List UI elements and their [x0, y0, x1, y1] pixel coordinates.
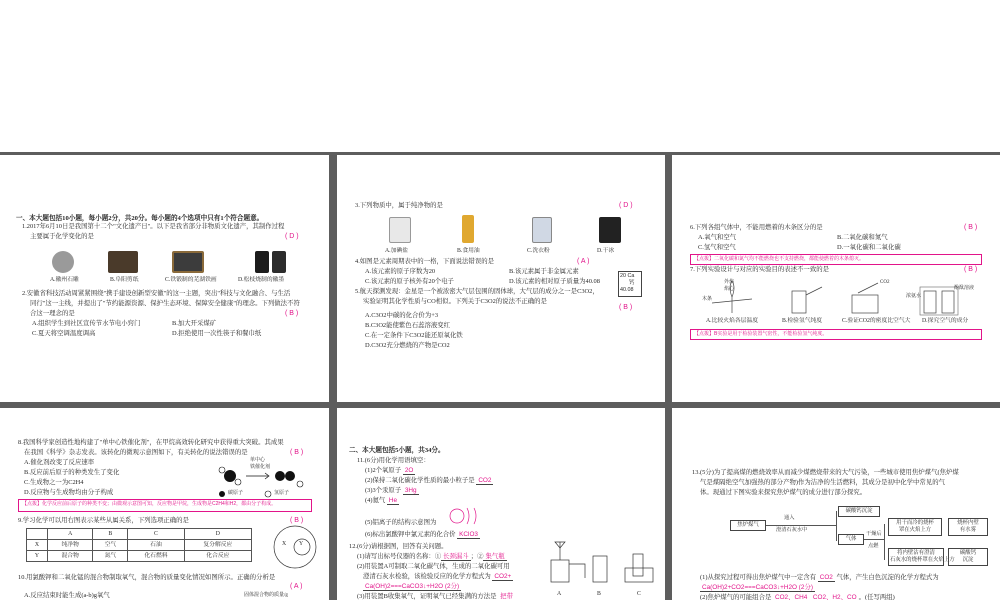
- water-trough-icon: [625, 568, 653, 582]
- apparatus-label-b: B: [597, 591, 601, 597]
- beaker-icon: [852, 295, 878, 313]
- flow-pass-2: 澄清石灰水中: [776, 527, 808, 533]
- q12-equation-line: [363, 582, 461, 592]
- table-cell: B: [93, 529, 128, 540]
- venn-label-y: Y: [299, 541, 304, 547]
- iron-painting-photo: [172, 251, 204, 273]
- q11-item-1: (1)2个氧原子 2O: [365, 467, 414, 474]
- hydrogen-atom-icon: [235, 479, 241, 485]
- carbon-atom-icon: [224, 470, 236, 482]
- flow-result-2: 碳酸钙 沉淀: [948, 548, 988, 566]
- q6-stem: 6.下列各组气体中，不能用燃着的木条区分的是: [690, 224, 823, 231]
- ink-stick-photo-2: [272, 251, 286, 273]
- q7-option-a: A.比较火焰各层温度: [706, 318, 759, 324]
- q9-venn-diagram: [272, 524, 318, 570]
- q2-answer: ( B ): [285, 310, 299, 317]
- q7-hint: 【点拨】B实验是用于检验装置气密性，不能检验氢气纯度。: [690, 329, 982, 340]
- q3-stem: 3.下列物质中，属于纯净物的是: [355, 202, 443, 209]
- flow-step-2: 将内壁沾有澄清 石灰水的烧杯罩在火焰上方: [888, 548, 944, 566]
- legend-hydrogen-label: 氢原子: [274, 491, 290, 496]
- label-inner-flame: 焰心: [724, 287, 735, 292]
- venn-label-x: X: [282, 541, 287, 547]
- q10-graph-ylabel: 固体混合物的质量/g: [244, 593, 288, 598]
- q10-answer: ( A ): [290, 583, 303, 590]
- gas-bottle-icon: [593, 556, 607, 582]
- q3-option-d: D.干冰: [597, 248, 615, 254]
- phenolphthalein-beaker-icon: [942, 291, 954, 313]
- q11-item-5: (5)铝离子的结构示意图为: [365, 519, 437, 526]
- q4-option-d: D.该元素的相对原子质量为40.08: [509, 278, 600, 285]
- legend-hydrogen-icon: [265, 491, 271, 497]
- table-cell: X: [27, 540, 48, 551]
- label-phenolphthalein: 酚酞溶液: [954, 286, 975, 291]
- flow-pass-1: 通入: [784, 515, 795, 521]
- q12-sub2b: 澄清石灰水检验，该检验反应的化学方程式为 CO2+: [363, 573, 512, 580]
- q1-option-b: B.阜阳剪纸: [110, 277, 139, 283]
- label-stick: 木条: [702, 297, 713, 302]
- q13-equation: Ca(OH)2+CO2===CaCO3↓+H2O (2分): [702, 584, 813, 591]
- q5-stem-line1: 5.航天探测发现：金星是一个被浓密大气层包围的固体球，大气层的成分之一是C3O2，: [355, 288, 599, 295]
- q7-option-c: C.验证CO2的密度比空气大: [842, 318, 911, 324]
- page-3: [672, 155, 1000, 402]
- apparatus-label-c: C: [637, 591, 641, 597]
- flow-step-1: 用干而冷的烧杯 罩在火焰上方: [888, 518, 942, 536]
- q13-stem-line2: 气是煤隔绝空气加强热的部分产物)作为洁净的生活燃料，其成分是初中化学中常见的气: [700, 479, 945, 486]
- q2-stem-line1: 2.安徽省科技活动周紧紧围绕"携手建设创新型安徽"的这一主题，突出"科技与文化融合、与生活: [22, 290, 291, 297]
- q1-option-d: D.松枝烧制的徽墨: [238, 277, 285, 283]
- stone-carving-photo: [52, 251, 74, 273]
- q9-stem: 9.学习化学可以用右图表示某些从属关系，下列选项正确的是: [18, 517, 189, 524]
- table-cell: 氮气: [93, 551, 128, 562]
- q12-sub3-answer: 把带: [500, 593, 513, 600]
- q11-item-4: (4)氦气 He: [365, 497, 398, 504]
- q6-option-d: D.一氧化碳和二氧化碳: [837, 244, 901, 251]
- q9-table: [26, 528, 252, 562]
- q8-option-b: B.反应前后原子的种类发生了变化: [24, 469, 120, 476]
- q11-stem: 11.(6分)用化学用语填空：: [357, 457, 430, 464]
- q1-option-c: C.铁锻制的芜湖铁画: [165, 277, 217, 283]
- q5-option-c: C.在一定条件下C3O2能还原氧化铁: [365, 332, 463, 339]
- q4-stem: 4.如图是元素周期表中的一格，下面说法错误的是: [355, 258, 494, 265]
- q10-option-a: A.反应结束时能生成(a-b)g氧气: [24, 592, 110, 599]
- q5-answer: ( B ): [619, 304, 633, 311]
- q11-answer-2: CO2: [478, 477, 492, 484]
- iodized-salt-bag-photo: [389, 217, 411, 243]
- q4-option-a: A.该元素的原子序数为20: [365, 268, 436, 275]
- q2-option-c: C.夏天将空调温度调高: [32, 330, 96, 337]
- flow-result-1: 烧杯内壁 有水雾: [948, 518, 988, 536]
- flow-precipitate: 碳酸钙沉淀: [838, 506, 880, 517]
- q5-option-a: A.C3O2中碳的化合价为+3: [365, 312, 439, 319]
- q6-option-a: A.氧气和空气: [698, 234, 737, 241]
- q2-stem-line3: 合这一理念的是: [30, 310, 75, 317]
- flow-connector: [884, 524, 885, 560]
- catalyst-label-2: 铁催化剂: [250, 465, 271, 470]
- cell-mass: 40.08: [620, 286, 634, 293]
- q7-option-b: B.检验氢气纯度: [782, 318, 823, 324]
- q3-answer: ( D ): [619, 202, 633, 209]
- q12-equation-2: Ca(OH)2===CaCO3↓+H2O (2分): [365, 583, 460, 590]
- q4-answer: ( A ): [577, 258, 590, 265]
- q8-option-d: D.反应物与生成物均由分子构成: [24, 489, 114, 496]
- q2-option-d: D.拒绝使用一次性筷子和餐巾纸: [172, 330, 262, 337]
- q11-answer-4: He: [388, 497, 398, 504]
- q13-sub2: (2)焦炉煤气的可能组合是 CO2、CH4 CO2、H2、CO 。(任写两组): [700, 594, 895, 600]
- q1-stem-line1: 1.2017年6月10日是我国第十二个"文化遗产日"。以下是我省部分非物质文化遗产，其制作过程: [22, 223, 285, 230]
- delivery-tube-icon: [569, 564, 585, 578]
- q7-option-d: D.探究空气的成分: [922, 318, 969, 324]
- q11-answer-3: 3Hg: [404, 487, 417, 494]
- table-cell: [27, 529, 48, 540]
- q12-equation-1: CO2+: [494, 573, 512, 580]
- carbon-atom-icon: [285, 471, 295, 481]
- table-cell: C: [128, 529, 184, 540]
- table-cell: Y: [27, 551, 48, 562]
- section-title-2: 二、本大题包括5小题，共34分。: [349, 447, 445, 454]
- q7-answer: ( B ): [964, 266, 978, 273]
- page-1: [0, 155, 329, 402]
- q12-apparatus: [537, 538, 657, 590]
- q12-sub2a: (2)用装置A可制取二氧化碳气体，生成的二氧化碳可用: [357, 563, 510, 570]
- page-2: [337, 155, 665, 402]
- q1-stem-line2: 主要属于化学变化的是: [30, 233, 94, 240]
- table-row: [27, 529, 252, 540]
- q7-apparatus-figures: [702, 277, 975, 319]
- table-cell: 混合物: [47, 551, 93, 562]
- q12-sub1: (1)请写出标号仪器的名称：① 长颈漏斗 ；② 集气瓶: [357, 553, 505, 560]
- page-4: [0, 408, 329, 600]
- flow-gas: 气体: [838, 534, 864, 545]
- table-cell: 石油: [128, 540, 184, 551]
- q12-instrument-2: 集气瓶: [485, 553, 505, 560]
- cell-number: 20: [620, 273, 626, 279]
- table-cell: 化合反应: [184, 551, 251, 562]
- q1-answer: ( D ): [285, 233, 299, 240]
- legend-carbon-label: 碳原子: [228, 491, 244, 496]
- q8-answer: ( B ): [290, 449, 304, 456]
- flow-dry-2: 点燃: [868, 543, 879, 549]
- q6-option-b: B.二氧化碳和氮气: [837, 234, 888, 241]
- q12-instrument-1: 长颈漏斗: [443, 553, 469, 560]
- cooking-oil-bottle-photo: [462, 215, 474, 243]
- dry-ice-photo: [599, 217, 621, 243]
- nucleus-icon: [450, 509, 464, 523]
- q5-stem-line2: 实验证明其化学性质与CO相似。下列关于C3O2的说法不正确的是: [363, 298, 547, 305]
- q13-combo-1: CO2、CH4: [774, 594, 808, 600]
- q4-option-b: B.该元素属于非金属元素: [509, 268, 579, 275]
- q13-gas-answer: CO2: [819, 574, 833, 581]
- q8-stem-line1: 8.我国科学家创造性地构建了"单中心铁催化剂"，在甲烷高效转化研究中获得重大突破。其成果: [18, 439, 284, 446]
- test-tube-icon: [792, 291, 806, 313]
- flow-connector: [864, 539, 884, 540]
- q7-stem: 7.下列实验设计与对应的实验目的表述不一致的是: [690, 266, 829, 273]
- q2-option-b: B.加大开采煤矿: [172, 320, 217, 327]
- label-co2: CO2: [880, 280, 890, 285]
- flow-start: 焦炉煤气: [730, 520, 766, 531]
- table-cell: 纯净物: [47, 540, 93, 551]
- detergent-bag-photo: [532, 217, 552, 243]
- q5-option-b: B.C3O2能使紫色石蕊溶液变红: [365, 322, 451, 329]
- aluminum-ion-structure: [447, 504, 483, 528]
- q10-stem: 10.用氯酸钾和二氧化锰的混合物制取氧气，混合物的质量变化情况如图所示。正确的分析是: [18, 574, 276, 581]
- legend-carbon-icon: [219, 491, 225, 497]
- label-ammonia: 浓氨水: [906, 294, 922, 299]
- table-row: [27, 551, 252, 562]
- section-title: 一、本大题包括10小题，每小题2分，共20分。每小题的4个选项中只有1个符合题意。: [16, 215, 264, 222]
- table-row: [27, 540, 252, 551]
- gas-pour-icon: [858, 283, 878, 293]
- flow-dry-1: 干燥后: [866, 531, 882, 537]
- q13-stem-line1: 13.(5分)为了提高煤的燃烧效率从而减少煤燃烧带来的大气污染，一些城市使用焦炉煤气(焦炉煤: [692, 469, 959, 476]
- periodic-table-cell: [618, 271, 642, 297]
- catalyst-label-1: 单中心: [250, 458, 266, 463]
- q12-stem: 12.(6分)请根据图，回答有关问题。: [349, 543, 448, 550]
- q11-answer-1: 2O: [404, 467, 414, 474]
- q3-option-c: C.洗衣粉: [527, 248, 550, 254]
- q1-option-a: A.徽州石雕: [50, 277, 79, 283]
- hydrogen-atom-icon: [219, 467, 225, 473]
- apparatus-label-a: A: [557, 591, 562, 597]
- flow-connector: [836, 511, 837, 541]
- q12-sub3: (3)用装置B收集氧气，证明氧气已经集满的方法是 把带: [357, 593, 513, 600]
- table-cell: A: [47, 529, 93, 540]
- q11-answer-6: KClO3: [459, 531, 478, 538]
- q13-stem-line3: 体。现通过下图实验来探究焦炉煤气的成分进行部分探究。: [700, 489, 867, 496]
- q13-sub1: (1)从探究过程可得出焦炉煤气中一定含有 CO2 气体，产生白色沉淀的化学方程式为: [700, 574, 939, 581]
- q8-option-c: C.生成物之一为C2H4: [24, 479, 84, 486]
- q11-item-3: (3)3个汞原子 3Hg: [365, 487, 417, 494]
- q11-item-2: (2)保持二氧化碳化学性质的最小粒子是 CO2: [365, 477, 492, 484]
- ink-stick-photo-1: [255, 251, 269, 273]
- inverted-bottle-icon: [633, 554, 643, 576]
- hydrogen-atom-icon: [297, 481, 303, 487]
- table-cell: D: [184, 529, 251, 540]
- q5-option-d: D.C3O2充分燃烧的产物是CO2: [365, 342, 450, 349]
- cell-symbol: Ca: [627, 273, 635, 279]
- table-cell: 复分解反应: [184, 540, 251, 551]
- q9-answer: ( B ): [290, 517, 304, 524]
- table-cell: 化石燃料: [128, 551, 184, 562]
- flask-icon: [551, 560, 569, 582]
- q11-item-6: (6)标出氯酸钾中氯元素的化合价 KClO3: [365, 531, 478, 538]
- q8-stem-line2: 在我国《科学》杂志发表。该转化的微观示意图如下，有关转化的说法错误的是: [24, 449, 248, 456]
- carbon-atom-icon: [275, 471, 285, 481]
- ammonia-beaker-icon: [924, 291, 936, 313]
- q13-equation-line: [700, 583, 815, 593]
- q6-option-c: C.氢气和空气: [698, 244, 736, 251]
- q4-option-c: C.该元素的原子核外有20个电子: [365, 278, 454, 285]
- page-6: [672, 408, 1000, 600]
- q3-option-b: B.食用油: [457, 248, 480, 254]
- q6-hint: 【点拨】二氧化碳和氮气均不能燃烧也不支持燃烧，都能使燃着的木条熄灭。: [690, 254, 982, 265]
- q2-option-a: A.组织学生到社区宣传节水节电小窍门: [32, 320, 141, 327]
- label-outer-flame: 外焰: [724, 280, 735, 285]
- q3-option-a: A.加碘盐: [385, 248, 409, 254]
- q8-hint: 【点拨】化学反应前后原子的种类不变；由微观示意图可知，反应物是甲烷，生成物是C2H4和H2，都由分子构成。: [18, 499, 312, 512]
- q2-stem-line2: 同行"这一主线，并提出了"节约能源资源、保护生态环境、保障安全健康"的理念。下列做法不符: [30, 300, 300, 307]
- delivery-tube-icon: [806, 287, 822, 295]
- page-5: [337, 408, 665, 600]
- q6-answer: ( B ): [964, 224, 978, 231]
- paper-cut-photo: [108, 251, 138, 273]
- table-cell: 空气: [93, 540, 128, 551]
- q8-option-a: A.催化剂改变了反应速率: [24, 459, 95, 466]
- q13-combo-2: CO2、H2、CO: [812, 594, 857, 600]
- cell-name: 钙: [629, 279, 635, 286]
